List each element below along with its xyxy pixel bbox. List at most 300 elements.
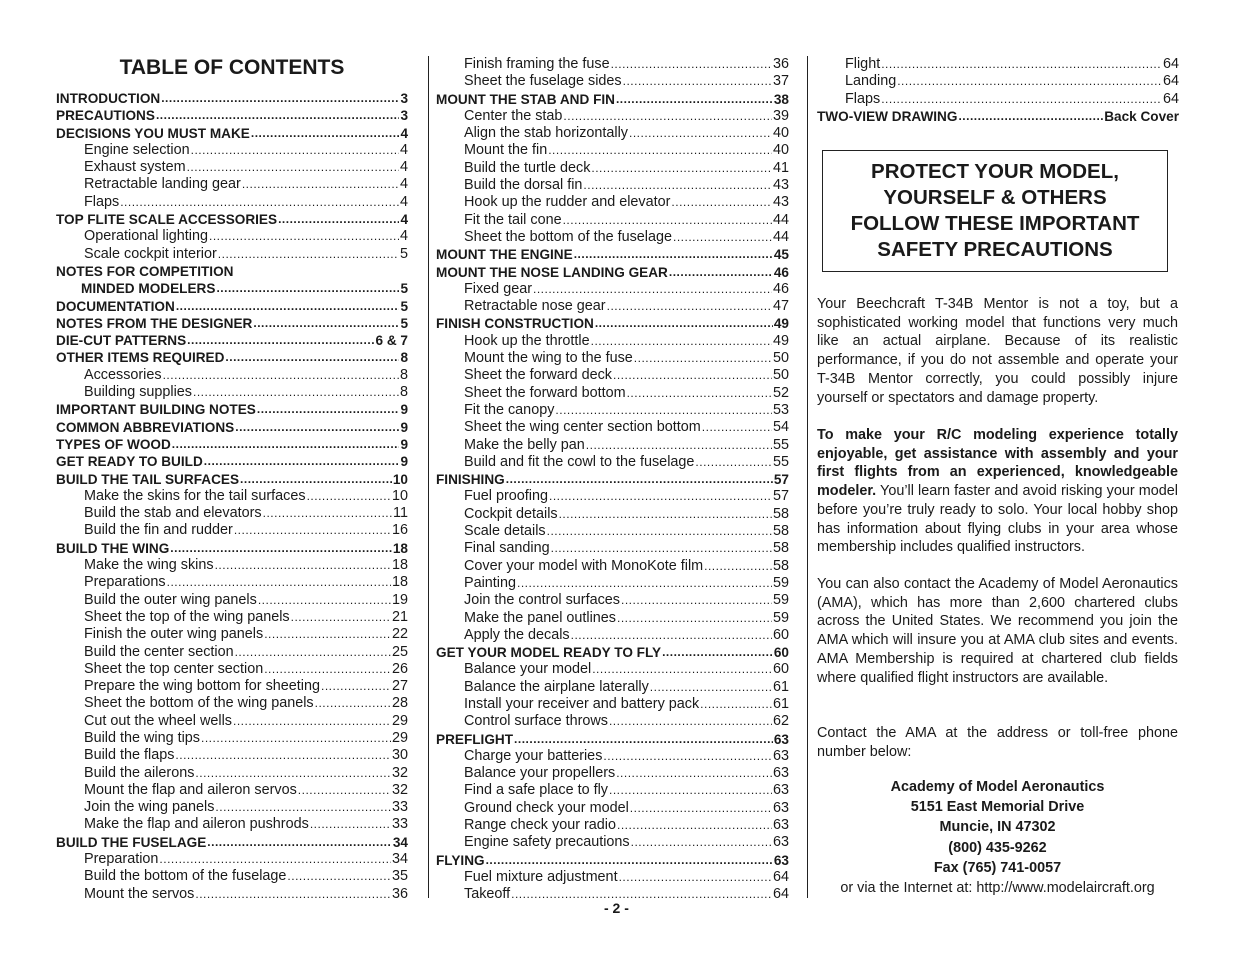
toc-page-number: 60 bbox=[772, 661, 789, 678]
toc-entry-title: Hook up the rudder and elevator bbox=[464, 194, 671, 211]
toc-page-number: 63 bbox=[773, 852, 789, 868]
dot-leader bbox=[225, 349, 399, 366]
toc-subsection-entry bbox=[436, 177, 789, 194]
address-line: Academy of Model Aeronautics bbox=[890, 779, 1105, 795]
toc-entry-title: Fuel mixture adjustment bbox=[464, 868, 618, 885]
toc-entry-title: Building supplies bbox=[84, 384, 193, 401]
toc-entry-title: MOUNT THE ENGINE bbox=[436, 247, 573, 263]
toc-section-entry bbox=[56, 834, 408, 851]
toc-entry-title: Prepare the wing bottom for sheeting bbox=[84, 678, 320, 695]
toc-entry-title: Build the outer wing panels bbox=[84, 591, 257, 608]
toc-entry-title: Make the wing skins bbox=[84, 557, 214, 574]
toc-entry-title: Apply the decals bbox=[464, 626, 570, 643]
dot-leader bbox=[897, 73, 1162, 90]
toc-page-number: 5 bbox=[399, 245, 408, 262]
toc-entry-title: Join the wing panels bbox=[84, 799, 215, 816]
toc-page-number: 36 bbox=[391, 885, 408, 902]
toc-page-number: 27 bbox=[391, 678, 408, 695]
toc-subsection-entry bbox=[436, 627, 789, 644]
toc-page-number: 3 bbox=[400, 108, 408, 124]
dot-leader bbox=[881, 91, 1162, 108]
toc-subsection-entry bbox=[436, 367, 789, 384]
toc-page-number: 46 bbox=[772, 280, 789, 297]
toc-page-number: 38 bbox=[773, 91, 789, 107]
toc-section-entry bbox=[56, 453, 408, 470]
toc-page-number: 41 bbox=[772, 159, 789, 176]
dot-leader bbox=[218, 246, 399, 263]
toc-entry-title: Painting bbox=[464, 574, 517, 591]
dot-leader bbox=[617, 817, 772, 834]
dot-leader bbox=[233, 713, 391, 730]
toc-entry-title: Sheet the forward bottom bbox=[464, 384, 626, 401]
toc-subsection-entry bbox=[436, 817, 789, 834]
toc-section-entry bbox=[56, 125, 408, 142]
toc-subsection-entry bbox=[436, 108, 789, 125]
toc-subsection-entry bbox=[436, 765, 789, 782]
dot-leader bbox=[278, 211, 399, 228]
toc-page-number: 64 bbox=[1162, 73, 1179, 90]
toc-subsection-entry bbox=[436, 56, 789, 73]
toc-page-number: 21 bbox=[391, 608, 408, 625]
address-line: Muncie, IN 47302 bbox=[939, 819, 1056, 836]
safety-heading-line: PROTECT YOUR MODEL, bbox=[871, 160, 1119, 183]
safety-heading-line: YOURSELF & OTHERS bbox=[883, 186, 1107, 209]
toc-page-number: 63 bbox=[772, 747, 789, 764]
toc-page-number: 43 bbox=[772, 194, 789, 211]
toc-page-number: 58 bbox=[772, 523, 789, 540]
toc-subsection-entry bbox=[817, 56, 1179, 73]
toc-subsection-entry bbox=[56, 799, 408, 816]
toc-entry-title: Preparation bbox=[84, 851, 159, 868]
dot-leader bbox=[263, 505, 392, 522]
toc-subsection-entry bbox=[56, 367, 408, 384]
toc-subsection-entry bbox=[436, 385, 789, 402]
toc-entry-title: BUILD THE WING bbox=[56, 540, 170, 556]
dot-leader bbox=[695, 454, 772, 471]
toc-subsection-entry bbox=[817, 91, 1179, 108]
dot-leader bbox=[607, 298, 772, 315]
dot-leader bbox=[170, 540, 392, 557]
toc-subsection-entry bbox=[436, 696, 789, 713]
toc-page-number: 6 & 7 bbox=[375, 333, 408, 349]
toc-subsection-entry bbox=[436, 488, 789, 505]
toc-subsection-entry bbox=[56, 713, 408, 730]
toc-page-number: Back Cover bbox=[1104, 108, 1179, 124]
dot-leader bbox=[193, 384, 399, 401]
toc-page-number: 63 bbox=[772, 817, 789, 834]
toc-entry-title: NOTES FROM THE DESIGNER bbox=[56, 315, 253, 331]
toc-entry-title: FINISHING bbox=[436, 472, 505, 488]
toc-subsection-entry bbox=[56, 886, 408, 903]
dot-leader bbox=[611, 56, 772, 73]
toc-entry-title: Make the flap and aileron pushrods bbox=[84, 816, 309, 833]
toc-entry-title: DOCUMENTATION bbox=[56, 298, 175, 314]
toc-entry-title: Fit the tail cone bbox=[464, 211, 562, 228]
dot-leader bbox=[506, 471, 773, 488]
dot-leader bbox=[234, 522, 391, 539]
toc-entry-title: Sheet the bottom of the fuselage bbox=[464, 228, 673, 245]
toc-subsection-entry bbox=[56, 228, 408, 245]
dot-leader bbox=[187, 159, 399, 176]
toc-entry-title: Sheet the top center section bbox=[84, 660, 264, 677]
toc-subsection-entry bbox=[436, 592, 789, 609]
toc-subsection-entry bbox=[56, 176, 408, 193]
dot-leader bbox=[700, 696, 772, 713]
toc-entry-title: Join the control surfaces bbox=[464, 592, 620, 609]
toc-page-number: 36 bbox=[772, 56, 789, 72]
toc-subsection-entry bbox=[436, 523, 789, 540]
toc-subsection-entry bbox=[56, 159, 408, 176]
dot-leader bbox=[650, 679, 772, 696]
toc-section-entry bbox=[56, 471, 408, 488]
toc-entry-title: MINDED MODELERS bbox=[81, 281, 216, 297]
toc-subsection-entry bbox=[436, 713, 789, 730]
dot-leader bbox=[583, 177, 772, 194]
toc-entry-title: DIE-CUT PATTERNS bbox=[56, 333, 187, 349]
toc-entry-title: Engine safety precautions bbox=[464, 834, 630, 851]
toc-entry-title: IMPORTANT BUILDING NOTES bbox=[56, 402, 256, 418]
dot-leader bbox=[257, 401, 400, 418]
dot-leader bbox=[156, 107, 399, 124]
toc-page-number: 8 bbox=[400, 350, 408, 366]
toc-entry-title: Make the panel outlines bbox=[464, 609, 617, 626]
toc-subsection-entry bbox=[436, 834, 789, 851]
dot-leader bbox=[634, 350, 772, 367]
toc-subsection-entry bbox=[436, 212, 789, 229]
toc-entry-title: NOTES FOR COMPETITION bbox=[56, 263, 234, 279]
dot-leader bbox=[574, 246, 773, 263]
toc-entry-title: Preparations bbox=[84, 574, 166, 591]
dot-leader bbox=[627, 385, 772, 402]
toc-entry-title: Scale cockpit interior bbox=[84, 245, 217, 262]
toc-page-number: 10 bbox=[391, 487, 408, 504]
dot-leader bbox=[619, 869, 772, 886]
toc-subsection-entry bbox=[436, 402, 789, 419]
dot-leader bbox=[704, 558, 772, 575]
toc-page-number: 3 bbox=[400, 91, 408, 106]
toc-page-number: 32 bbox=[391, 764, 408, 781]
website-line: or via the Internet at: http://www.modelaircraft.org bbox=[840, 880, 1155, 896]
dot-leader bbox=[242, 176, 399, 193]
dot-leader bbox=[175, 747, 391, 764]
dot-leader bbox=[253, 315, 399, 332]
toc-subsection-entry bbox=[436, 298, 789, 315]
toc-page-number: 33 bbox=[391, 816, 408, 833]
toc-page-number: 59 bbox=[772, 592, 789, 609]
contact-paragraph: Contact the AMA at the address or toll-free phone number below: bbox=[817, 725, 1178, 760]
dot-leader bbox=[195, 886, 391, 903]
toc-subsection-entry bbox=[56, 626, 408, 643]
toc-section-entry bbox=[436, 246, 789, 263]
toc-subsection-entry bbox=[56, 851, 408, 868]
toc-section-entry bbox=[436, 91, 789, 108]
dot-leader bbox=[958, 108, 1103, 125]
toc-section-entry bbox=[56, 298, 408, 315]
toc-entry-title: Fuel proofing bbox=[464, 488, 548, 505]
toc-section-entry bbox=[436, 264, 789, 281]
toc-entry-title: Accessories bbox=[84, 366, 162, 383]
dot-leader bbox=[662, 644, 773, 661]
toc-page-number: 28 bbox=[391, 695, 408, 712]
column-divider bbox=[807, 56, 808, 898]
toc-section-entry bbox=[56, 280, 408, 297]
safety-warning-box bbox=[822, 150, 1168, 272]
dot-leader bbox=[291, 609, 391, 626]
toc-subsection-entry bbox=[436, 869, 789, 886]
toc-entry-title: Build the bottom of the fuselage bbox=[84, 868, 287, 885]
dot-leader bbox=[315, 695, 391, 712]
toc-entry-title: Mount the fin bbox=[464, 142, 548, 159]
toc-entry-title: Cut out the wheel wells bbox=[84, 712, 232, 729]
toc-page-number: 62 bbox=[772, 713, 789, 730]
toc-page-number: 55 bbox=[772, 436, 789, 453]
toc-page-number: 22 bbox=[391, 626, 408, 643]
dot-leader bbox=[172, 436, 400, 453]
toc-page-number: 49 bbox=[772, 332, 789, 349]
toc-list bbox=[817, 56, 1179, 125]
toc-entry-title: Takeoff bbox=[464, 886, 511, 903]
dot-leader bbox=[240, 471, 392, 488]
toc-entry-title: Flaps bbox=[845, 90, 881, 107]
dot-leader bbox=[603, 748, 772, 765]
toc-entry-title: Make the skins for the tail surfaces bbox=[84, 487, 306, 504]
toc-page-number: 39 bbox=[772, 107, 789, 124]
toc-list bbox=[436, 56, 789, 904]
dot-leader bbox=[195, 765, 391, 782]
dot-leader bbox=[563, 108, 772, 125]
toc-page-number: 4 bbox=[399, 159, 408, 176]
toc-section-entry bbox=[436, 644, 789, 661]
dot-leader bbox=[881, 56, 1162, 73]
toc-page-number: 52 bbox=[772, 384, 789, 401]
dot-leader bbox=[630, 800, 772, 817]
toc-entry-title: Charge your batteries bbox=[464, 747, 603, 764]
toc-page-number: 8 bbox=[399, 384, 408, 401]
toc-subsection-entry bbox=[436, 782, 789, 799]
toc-page-number: 34 bbox=[391, 851, 408, 868]
dot-leader bbox=[623, 73, 772, 90]
toc-entry-title: Hook up the throttle bbox=[464, 332, 590, 349]
dot-leader bbox=[298, 782, 391, 799]
column-divider bbox=[428, 56, 429, 898]
toc-page-number: 9 bbox=[400, 402, 408, 418]
dot-leader bbox=[592, 661, 772, 678]
dot-leader bbox=[671, 194, 772, 211]
toc-subsection-entry bbox=[56, 592, 408, 609]
toc-page-number: 8 bbox=[399, 366, 408, 383]
toc-subsection-entry bbox=[436, 679, 789, 696]
toc-page-number: 10 bbox=[392, 471, 408, 487]
toc-entry-title: Flaps bbox=[84, 193, 120, 210]
toc-section-entry bbox=[436, 731, 789, 748]
toc-page-number: 58 bbox=[772, 505, 789, 522]
address-line: 5151 East Memorial Drive bbox=[910, 799, 1085, 816]
toc-subsection-entry bbox=[436, 540, 789, 557]
toc-subsection-entry bbox=[817, 73, 1179, 90]
dot-leader bbox=[235, 644, 391, 661]
dot-leader bbox=[595, 315, 773, 332]
toc-page-number: 50 bbox=[772, 367, 789, 384]
toc-page-number: 25 bbox=[391, 643, 408, 660]
dot-leader bbox=[617, 610, 772, 627]
toc-entry-title: BUILD THE FUSELAGE bbox=[56, 834, 207, 850]
toc-entry-title: Build the ailerons bbox=[84, 764, 195, 781]
toc-entry-title: FLYING bbox=[436, 852, 485, 868]
toc-page-number: 43 bbox=[772, 177, 789, 194]
dot-leader bbox=[702, 419, 772, 436]
toc-subsection-entry bbox=[436, 142, 789, 159]
toc-subsection-entry bbox=[56, 246, 408, 263]
toc-page-number: 11 bbox=[393, 505, 408, 522]
toc-entry-title: Finish framing the fuse bbox=[464, 56, 610, 72]
toc-entry-title: Retractable nose gear bbox=[464, 298, 606, 315]
dot-leader bbox=[591, 160, 772, 177]
toc-entry-title: Sheet the wing center section bottom bbox=[464, 419, 701, 436]
toc-subsection-entry bbox=[56, 816, 408, 833]
toc-page-number: 60 bbox=[773, 645, 789, 661]
dot-leader bbox=[548, 142, 772, 159]
toc-entry-title: Sheet the top of the wing panels bbox=[84, 608, 290, 625]
dot-leader bbox=[571, 627, 772, 644]
toc-subsection-entry bbox=[56, 644, 408, 661]
dot-leader bbox=[609, 713, 772, 730]
toc-subsection-entry bbox=[56, 557, 408, 574]
ama-paragraph: You can also contact the Academy of Model Aeronautics (AMA), which has more than 2,600 chartered clubs across the United States. We recommend you join the AMA which will insure you at AMA club sites and events. AMA Membership is required at chartered club fields where qualified flight instructors are available. bbox=[817, 576, 1178, 686]
dot-leader bbox=[514, 731, 773, 748]
toc-section-entry bbox=[56, 332, 408, 349]
dot-leader bbox=[215, 799, 391, 816]
ama-address bbox=[817, 777, 1178, 878]
toc-page-number: 57 bbox=[773, 472, 789, 488]
toc-entry-title: PRECAUTIONS bbox=[56, 108, 155, 124]
dot-leader bbox=[559, 506, 772, 523]
toc-page-number: 50 bbox=[772, 350, 789, 367]
dot-leader bbox=[616, 765, 772, 782]
dot-leader bbox=[547, 523, 772, 540]
toc-page-number: 29 bbox=[391, 729, 408, 746]
dot-leader bbox=[235, 419, 399, 436]
toc-page-number: 9 bbox=[400, 419, 408, 435]
toc-page-number: 63 bbox=[772, 834, 789, 851]
dot-leader bbox=[551, 540, 772, 557]
dot-leader bbox=[613, 367, 772, 384]
toc-list bbox=[56, 90, 408, 903]
intro-paragraph: Your Beechcraft T-34B Mentor is not a toy, but a sophisticated working model that functions very much like an actual airplane. Because of its realistic performance, if you do not assemble and operate your T-34B Mentor correctly, you could possibly injure yourself or spectators and damage property. bbox=[817, 296, 1178, 406]
toc-entry-title: Build the fin and rudder bbox=[84, 522, 233, 539]
toc-section-entry bbox=[56, 349, 408, 366]
toc-entry-title: GET READY TO BUILD bbox=[56, 454, 203, 470]
toc-section-entry bbox=[56, 436, 408, 453]
toc-entry-title: TWO-VIEW DRAWING bbox=[817, 108, 958, 124]
toc-page-number: 64 bbox=[1162, 90, 1179, 107]
toc-page-number: 29 bbox=[391, 712, 408, 729]
dot-leader bbox=[167, 574, 391, 591]
toc-subsection-entry bbox=[56, 661, 408, 678]
toc-entry-title: Find a safe place to fly bbox=[464, 782, 608, 799]
toc-entry-title: MOUNT THE STAB AND FIN bbox=[436, 91, 615, 107]
toc-page-number: 47 bbox=[772, 298, 789, 315]
toc-page-number: 4 bbox=[400, 212, 408, 228]
toc-subsection-entry bbox=[436, 558, 789, 575]
toc-page-number: 9 bbox=[400, 454, 408, 470]
toc-entry-title: Build the wing tips bbox=[84, 729, 200, 746]
toc-subsection-entry bbox=[56, 747, 408, 764]
toc-page-number: 63 bbox=[772, 765, 789, 782]
toc-page-number: 60 bbox=[772, 626, 789, 643]
toc-entry-title: MOUNT THE NOSE LANDING GEAR bbox=[436, 264, 668, 280]
phone-number: (800) 435-9262 bbox=[948, 839, 1047, 856]
toc-section-entry bbox=[56, 90, 408, 107]
toc-page-number: 63 bbox=[772, 782, 789, 799]
toc-page-number: 44 bbox=[772, 228, 789, 245]
toc-entry-title: Flight bbox=[845, 56, 881, 72]
toc-page-number: 64 bbox=[772, 868, 789, 885]
toc-subsection-entry bbox=[436, 419, 789, 436]
toc-entry-title: TYPES OF WOOD bbox=[56, 436, 171, 452]
toc-entry-title: Scale details bbox=[464, 523, 546, 540]
toc-subsection-entry bbox=[56, 142, 408, 159]
toc-entry-title: Sheet the fuselage sides bbox=[464, 73, 622, 90]
toc-subsection-entry bbox=[56, 194, 408, 211]
toc-subsection-entry bbox=[436, 575, 789, 592]
toc-subsection-entry bbox=[436, 229, 789, 246]
dot-leader bbox=[215, 557, 391, 574]
toc-entry-title: Make the belly pan bbox=[464, 436, 585, 453]
dot-leader bbox=[555, 402, 772, 419]
toc-subsection-entry bbox=[436, 437, 789, 454]
toc-entry-title: Balance the airplane laterally bbox=[464, 678, 649, 695]
toc-entry-title: Retractable landing gear bbox=[84, 176, 241, 193]
toc-page-number: 44 bbox=[772, 211, 789, 228]
toc-page-number: 4 bbox=[399, 228, 408, 245]
toc-entry-title: Mount the servos bbox=[84, 885, 195, 902]
toc-entry-title: Fixed gear bbox=[464, 280, 532, 297]
dot-leader bbox=[486, 852, 773, 869]
toc-entry-title: Ground check your model bbox=[464, 799, 629, 816]
toc-subsection-entry bbox=[436, 661, 789, 678]
assistance-paragraph bbox=[817, 426, 1178, 557]
toc-entry-title: Build and fit the cowl to the fuselage bbox=[464, 453, 695, 470]
toc-entry-title: Sheet the forward deck bbox=[464, 367, 612, 384]
dot-leader bbox=[258, 592, 391, 609]
toc-subsection-entry bbox=[56, 488, 408, 505]
toc-entry-title: Fit the canopy bbox=[464, 401, 555, 418]
toc-entry-title: Cockpit details bbox=[464, 505, 558, 522]
dot-leader bbox=[187, 332, 374, 349]
dot-leader bbox=[161, 90, 399, 107]
toc-page-number: 57 bbox=[772, 488, 789, 505]
toc-subsection-entry bbox=[56, 384, 408, 401]
toc-entry-title: FINISH CONSTRUCTION bbox=[436, 316, 594, 332]
toc-section-entry bbox=[56, 540, 408, 557]
toc-subsection-entry bbox=[436, 800, 789, 817]
dot-leader bbox=[591, 333, 772, 350]
toc-section-entry bbox=[56, 107, 408, 124]
dot-leader bbox=[310, 816, 391, 833]
dot-leader bbox=[209, 228, 399, 245]
toc-page-number: 18 bbox=[391, 574, 408, 591]
toc-entry-title: Exhaust system bbox=[84, 159, 186, 176]
toc-subsection-entry bbox=[436, 160, 789, 177]
toc-page-number: 4 bbox=[399, 141, 408, 158]
toc-page-number: 59 bbox=[772, 574, 789, 591]
toc-entry-title: DECISIONS YOU MUST MAKE bbox=[56, 125, 250, 141]
toc-page-number: 49 bbox=[773, 316, 789, 332]
toc-subsection-entry bbox=[56, 695, 408, 712]
toc-entry-title: Mount the wing to the fuse bbox=[464, 350, 633, 367]
toc-section-entry bbox=[436, 315, 789, 332]
safety-heading-line: FOLLOW THESE IMPORTANT bbox=[850, 212, 1140, 235]
